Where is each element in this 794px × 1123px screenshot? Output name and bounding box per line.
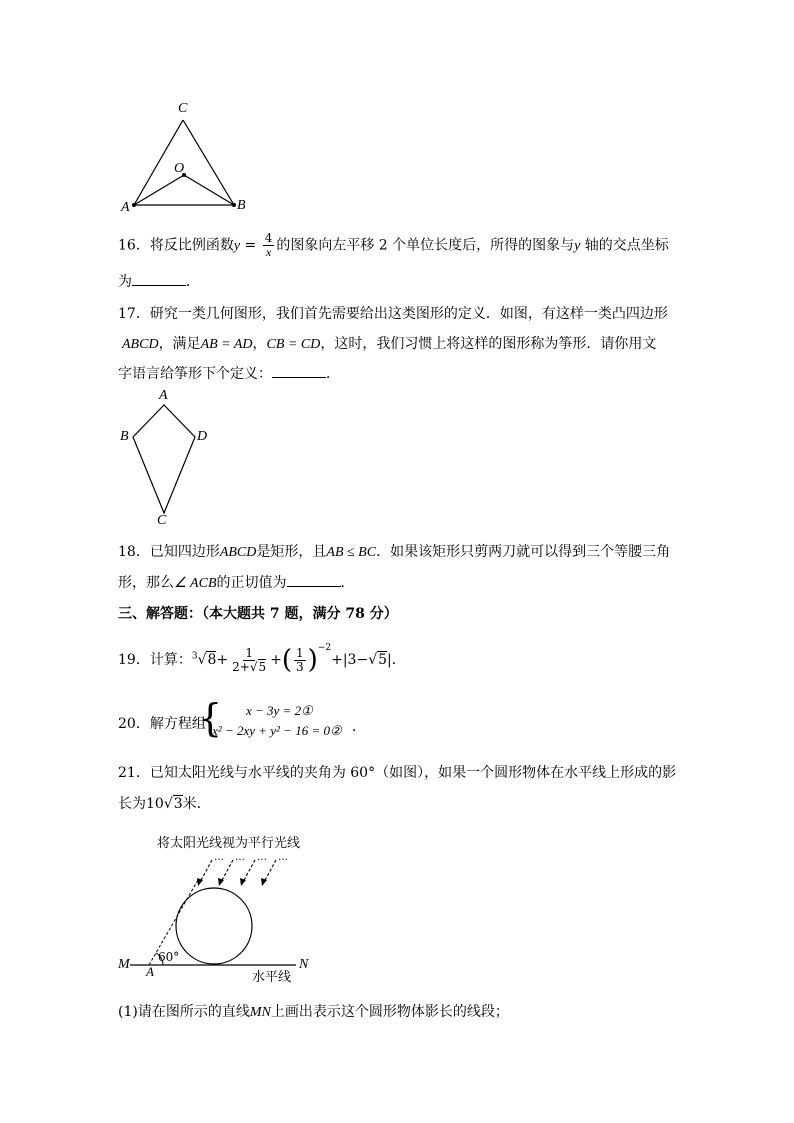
- label-point-a: A: [146, 964, 154, 979]
- round-object: [176, 888, 252, 964]
- question-21-line1: 21．已知太阳光线与水平线的夹角为 60°（如图），如果一个圆形物体在水平线上形成的影: [118, 765, 677, 781]
- equation-1: x − 3y = 2①: [246, 703, 313, 718]
- sqrt-symbol: √: [368, 652, 378, 668]
- label-a: A: [121, 200, 130, 215]
- label-o: O: [174, 161, 185, 176]
- sun-ray-1: [200, 860, 212, 882]
- sun-ray-2: [221, 860, 233, 882]
- label-b: B: [237, 198, 246, 213]
- segment-bo: [184, 175, 234, 205]
- angle-60-label: 60°: [158, 950, 180, 964]
- label-kite-a: A: [159, 388, 168, 403]
- fraction-1-over-3: $\frac{1}{3}$: [296, 645, 304, 674]
- question-17-line3: 字语言给筝形下个定义： ．: [118, 366, 340, 382]
- sqrt-symbol: √: [163, 796, 173, 812]
- edge-cb: [183, 120, 234, 205]
- label-m: M: [118, 957, 130, 972]
- question-21-part-1: (1)请在图所示的直线MN上画出表示这个圆形物体影长的线段；: [118, 1004, 509, 1020]
- fraction-4-over-x: $\frac{4}{x}$: [264, 231, 273, 259]
- horizontal-line-label: 水平线: [252, 970, 292, 985]
- equation-2: x² − 2xy + y² − 16 = 0②: [212, 723, 342, 738]
- kite-figure: [133, 405, 195, 513]
- ray-dots-1: …: [214, 852, 224, 863]
- cube-root-symbol: √: [197, 652, 207, 668]
- question-19: 19．计算：$^3$√8+ $\frac{1}{2+√5}$ +( $\frac{1}{3}$ )$^{-2}$+|3−√5|．: [118, 643, 406, 675]
- fraction-1-over-2-plus-root5: $\frac{1}{2+√5}$: [232, 645, 267, 674]
- question-17-line1: 17．研究一类几何图形，我们首先需要给出这类图形的定义．如图，有这样一类凸四边形: [118, 306, 668, 322]
- question-17-line2: ABCD，满足AB = AD，CB = CD，这时，我们习惯上将这样的图形称为筝形．请你用文: [122, 336, 657, 352]
- section-3-heading: 三、解答题：（本大题共 7 题，满分 78 分）: [118, 606, 398, 622]
- question-18-line2: 形，那么∠ ACB的正切值为 ．: [118, 575, 355, 591]
- answer-blank-16[interactable]: [132, 273, 186, 286]
- question-16-line2: 为 ．: [118, 274, 200, 290]
- label-kite-c: C: [157, 513, 167, 528]
- ray-dots-3: …: [257, 852, 267, 863]
- label-kite-b: B: [120, 429, 129, 444]
- point-a: [132, 203, 136, 207]
- sun-ray-4: [264, 860, 276, 882]
- paren-open: (: [281, 645, 293, 675]
- question-21-line2: 长为10√3米．: [118, 796, 211, 812]
- sqrt-symbol: √: [249, 659, 258, 674]
- ray-dots-2: …: [235, 852, 245, 863]
- paren-close: ): [307, 645, 318, 675]
- shadow-figure: [130, 860, 296, 965]
- answer-blank-18[interactable]: [287, 574, 341, 587]
- question-20-label: 20．解方程组: [118, 716, 206, 732]
- ray-dots-4: …: [278, 852, 288, 863]
- system-brace: {: [198, 696, 223, 740]
- question-20-end: ．: [352, 719, 366, 735]
- question-16-line1: 16．将反比例函数y = $\frac{4}{x}$ 的图象向左平移 2 个单位长度后，所得的图象与y 轴的交点坐标: [118, 231, 669, 259]
- label-n: N: [299, 957, 309, 972]
- segment-ao: [134, 175, 184, 205]
- figure-caption: 将太阳光线视为平行光线: [157, 836, 301, 851]
- question-18-line1: 18．已知四边形ABCD是矩形，且AB ≤ BC．如果该矩形只剪两刀就可以得到三个等腰三角: [118, 544, 671, 560]
- label-c: C: [178, 101, 188, 116]
- label-kite-d: D: [197, 429, 208, 444]
- sun-ray-3: [243, 860, 255, 882]
- answer-blank-17[interactable]: [272, 365, 326, 378]
- point-b: [232, 203, 236, 207]
